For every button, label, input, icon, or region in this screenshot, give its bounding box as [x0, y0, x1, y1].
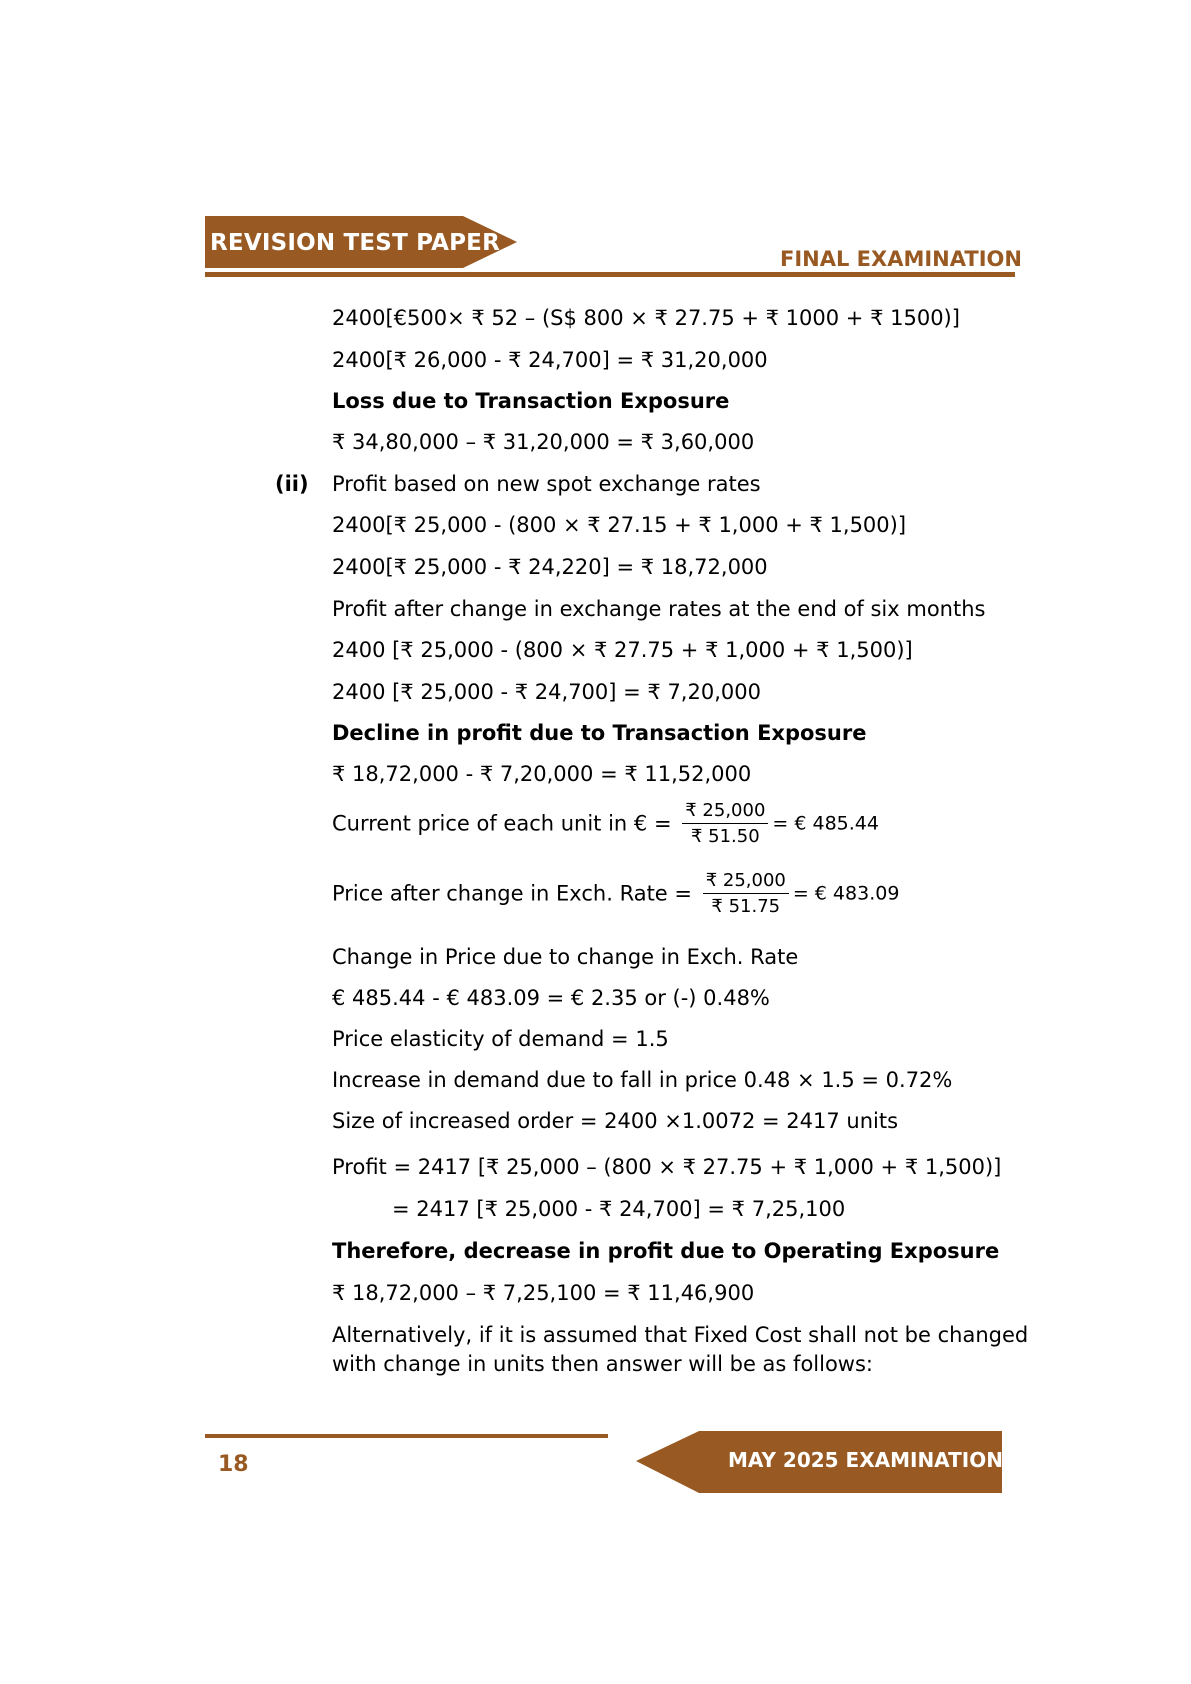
line-11: Change in Price due to change in Exch. Rate [332, 945, 799, 969]
line-7: Profit after change in exchange rates at the end of six months [332, 597, 986, 621]
fraction-1-lead: Current price of each unit in € = [332, 811, 672, 836]
line-17: = 2417 [₹ 25,000 - ₹ 24,700] = ₹ 7,25,100 [392, 1197, 846, 1221]
line-10: ₹ 18,72,000 - ₹ 7,20,000 = ₹ 11,52,000 [332, 762, 752, 786]
label-ii: (ii) [275, 472, 309, 496]
header-rule [205, 272, 1015, 277]
fraction-line-price-after-change [332, 870, 899, 917]
line-12: € 485.44 - € 483.09 = € 2.35 or (-) 0.48% [332, 986, 770, 1010]
fraction-1-denominator: ₹ 51.50 [690, 826, 760, 847]
line-13: Price elasticity of demand = 1.5 [332, 1027, 669, 1051]
line-14: Increase in demand due to fall in price 0.48 × 1.5 = 0.72% [332, 1068, 953, 1092]
fraction-2-result: = € 483.09 [792, 882, 900, 905]
page-number: 18 [218, 1452, 249, 1477]
footer-exam-session: MAY 2025 EXAMINATION [728, 1448, 1003, 1472]
fraction-1-numerator: ₹ 25,000 [682, 800, 768, 824]
fraction-1-result: = € 485.44 [772, 812, 879, 835]
heading-loss-transaction-exposure: Loss due to Transaction Exposure [332, 389, 730, 413]
line-1: 2400[€500× ₹ 52 – (S$ 800 × ₹ 27.75 + ₹ 1000 + ₹ 1500)] [332, 306, 960, 330]
fraction-2 [703, 870, 789, 917]
line-6: 2400[₹ 25,000 - ₹ 24,220] = ₹ 18,72,000 [332, 555, 768, 579]
line-3: ₹ 34,80,000 – ₹ 31,20,000 = ₹ 3,60,000 [332, 430, 755, 454]
header-exam-name: FINAL EXAMINATION [780, 247, 1022, 271]
fraction-2-denominator: ₹ 51.75 [711, 896, 781, 917]
line-5: 2400[₹ 25,000 - (800 × ₹ 27.15 + ₹ 1,000 + ₹ 1,500)] [332, 513, 907, 537]
fraction-2-lead: Price after change in Exch. Rate = [332, 881, 692, 906]
line-2: 2400[₹ 26,000 - ₹ 24,700] = ₹ 31,20,000 [332, 348, 768, 372]
fraction-line-current-price [332, 800, 879, 847]
line-9: 2400 [₹ 25,000 - ₹ 24,700] = ₹ 7,20,000 [332, 680, 761, 704]
fraction-2-numerator: ₹ 25,000 [703, 870, 789, 894]
line-8: 2400 [₹ 25,000 - (800 × ₹ 27.75 + ₹ 1,000 + ₹ 1,500)] [332, 638, 913, 662]
fraction-1 [682, 800, 768, 847]
line-18: ₹ 18,72,000 – ₹ 7,25,100 = ₹ 11,46,900 [332, 1281, 755, 1305]
line-16: Profit = 2417 [₹ 25,000 – (800 × ₹ 27.75 + ₹ 1,000 + ₹ 1,500)] [332, 1155, 1002, 1179]
header-banner [205, 216, 517, 276]
header-title: REVISION TEST PAPER [210, 230, 500, 256]
footer-rule [205, 1434, 608, 1438]
line-19: Alternatively, if it is assumed that Fixed Cost shall not be changed [332, 1323, 1029, 1347]
heading-decline-profit: Decline in profit due to Transaction Exposure [332, 721, 867, 745]
line-4: Profit based on new spot exchange rates [332, 472, 761, 496]
heading-therefore-operating-exposure: Therefore, decrease in profit due to Operating Exposure [332, 1239, 1000, 1263]
footer-banner [636, 1431, 1002, 1493]
line-20: with change in units then answer will be as follows: [332, 1352, 873, 1376]
line-15: Size of increased order = 2400 ×1.0072 = 2417 units [332, 1109, 899, 1133]
